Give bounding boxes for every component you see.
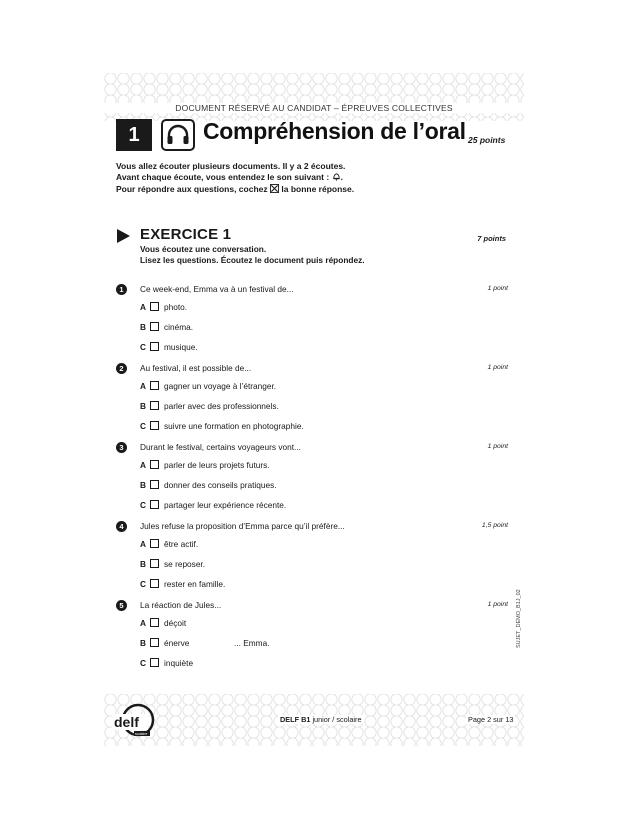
exercise-instructions: Vous écoutez une conversation. Lisez les questions. Écoutez le document puis répondez. (140, 244, 365, 265)
question-text: Au festival, il est possible de... (140, 363, 252, 373)
answer-checkbox[interactable] (150, 500, 159, 509)
intro-line-1: Vous allez écouter plusieurs documents. Il y a 2 écoutes. (116, 161, 346, 171)
option-a[interactable]: A parler de leurs projets futurs. (140, 460, 270, 470)
exercise-title: EXERCICE 1 (140, 226, 232, 243)
question-number: 2 (116, 363, 127, 374)
answer-checkbox[interactable] (150, 302, 159, 311)
option-c[interactable]: C musique. (140, 342, 198, 352)
intro-line-2: Avant chaque écoute, vous entendez le son suivant : . (116, 172, 343, 182)
option-c[interactable]: C rester en famille. (140, 579, 226, 589)
bell-icon (332, 172, 341, 184)
svg-text:delf: delf (114, 714, 139, 730)
question-points: 1 point (487, 443, 508, 450)
option-suffix: ... Emma. (234, 638, 270, 648)
option-b[interactable]: B parler avec des professionnels. (140, 401, 279, 411)
footer-exam-name: DELF B1 junior / scolaire (280, 715, 362, 724)
question-text: La réaction de Jules... (140, 600, 222, 610)
question-number: 5 (116, 600, 127, 611)
question-text: Ce week-end, Emma va à un festival de... (140, 284, 294, 294)
option-c[interactable]: C partager leur expérience récente. (140, 500, 287, 510)
question-1 (116, 284, 508, 358)
answer-checkbox[interactable] (150, 638, 159, 647)
checked-box-icon (270, 184, 279, 196)
option-a[interactable]: A déçoit (140, 618, 187, 628)
question-points: 1 point (487, 601, 508, 608)
option-a[interactable]: A photo. (140, 302, 188, 312)
section-number: 1 (116, 119, 152, 151)
answer-checkbox[interactable] (150, 401, 159, 410)
option-c[interactable]: C suivre une formation en photographie. (140, 421, 304, 431)
question-points: 1 point (487, 364, 508, 371)
answer-checkbox[interactable] (150, 539, 159, 548)
question-points: 1,5 point (481, 522, 508, 529)
question-5 (116, 600, 508, 674)
option-b[interactable]: B énerve ... Emma. (140, 638, 270, 648)
answer-checkbox[interactable] (150, 460, 159, 469)
option-b[interactable]: B se reposer. (140, 559, 206, 569)
answer-checkbox[interactable] (150, 559, 159, 568)
question-4 (116, 521, 508, 595)
option-c[interactable]: C inquiète (140, 658, 194, 668)
question-2 (116, 363, 508, 437)
section-title: Compréhension de l’oral (203, 118, 466, 144)
answer-checkbox[interactable] (150, 342, 159, 351)
option-b[interactable]: B cinéma. (140, 322, 194, 332)
question-text: Durant le festival, certains voyageurs vont... (140, 442, 301, 452)
headphones-icon (161, 119, 195, 151)
header-caption: DOCUMENT RÉSERVÉ AU CANDIDAT – ÉPREUVES COLLECTIVES (104, 103, 524, 113)
answer-checkbox[interactable] (150, 322, 159, 331)
option-b[interactable]: B donner des conseils pratiques. (140, 480, 277, 490)
svg-text:scolaire: scolaire (135, 732, 148, 736)
question-text: Jules refuse la proposition d’Emma parce qu’il préfère... (140, 521, 345, 531)
section-points: 25 points (468, 135, 506, 145)
answer-checkbox[interactable] (150, 579, 159, 588)
option-a[interactable]: A gagner un voyage à l’étranger. (140, 381, 277, 391)
question-number: 4 (116, 521, 127, 532)
footer-page-number: Page 2 sur 13 (468, 715, 514, 724)
answer-checkbox[interactable] (150, 658, 159, 667)
answer-checkbox[interactable] (150, 421, 159, 430)
exercise-arrow-icon (117, 229, 130, 243)
question-number: 3 (116, 442, 127, 453)
question-points: 1 point (487, 285, 508, 292)
header-hex-pattern (104, 73, 524, 121)
intro-line-3: Pour répondre aux questions, cochez la bonne réponse. (116, 184, 355, 194)
answer-checkbox[interactable] (150, 618, 159, 627)
side-reference-code: SUJET_DEMO_B1J_02 (516, 589, 522, 648)
option-a[interactable]: A être actif. (140, 539, 199, 549)
intro-instructions (116, 161, 354, 196)
answer-checkbox[interactable] (150, 381, 159, 390)
question-number: 1 (116, 284, 127, 295)
exercise-points: 7 points (477, 234, 506, 243)
delf-logo (110, 702, 162, 742)
question-3 (116, 442, 508, 516)
answer-checkbox[interactable] (150, 480, 159, 489)
